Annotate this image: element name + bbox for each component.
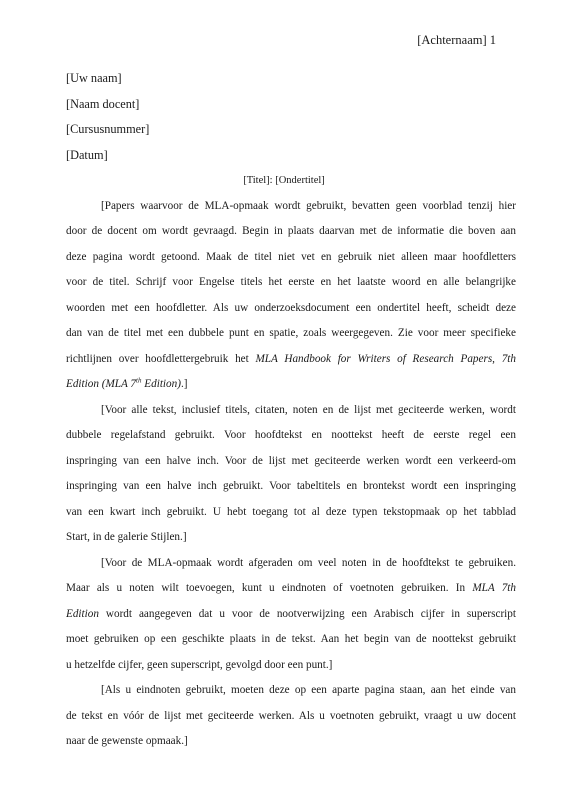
paragraph-line — [66, 602, 516, 628]
text-run: Edition) — [141, 378, 181, 390]
text-run: Maar als u noten wilt toevoegen, kunt u eindnoten of voetnoten gebruiken. In — [66, 582, 473, 594]
paragraph-line: door de docent om wordt gevraagd. Begin in plaats daarvan met de informatie die boven aan — [66, 225, 516, 237]
mla-heading-block — [66, 66, 516, 168]
paragraph-line: deze pagina wordt getoond. Maak de titel niet vet en gebruik niet alleen maar hoofdletters — [66, 250, 516, 263]
paragraph-line: voor de titel. Schrijf voor Engelse titels het eerste en het laatste woord en alle belangrijke — [66, 276, 516, 288]
italic-reference: MLA Handbook for Writers of Research Papers, 7th — [255, 352, 516, 365]
paragraph-line — [66, 372, 516, 398]
italic-reference: MLA 7th — [472, 582, 516, 594]
paragraph-line: inspringing van een halve inch. Voor de lijst met geciteerde werken wordt een verkeerd-om — [66, 454, 516, 467]
paragraph-line: naar de gewenste opmaak.] — [66, 735, 188, 747]
teacher-name: [Naam docent] — [66, 96, 140, 111]
text-run: Edition (MLA 7 — [66, 378, 137, 390]
superscript: th — [136, 376, 142, 385]
paragraph-line: [Voor de MLA-opmaak wordt afgeraden om veel noten in de hoofdtekst te gebruiken. — [101, 556, 516, 569]
paragraph-line — [66, 576, 516, 602]
paragraph-line: van een kwart inch gebruikt. U hebt toegang tot al deze typen tekstopmaak op het tabblad — [66, 505, 516, 518]
paragraph-line: dubbele regelafstand gebruikt. Voor hoofdtekst en noottekst heeft de eerste regel een — [66, 429, 516, 441]
paragraph-line: woorden met een hoofdletter. Als uw onderzoeksdocument een ondertitel heeft, scheidt deze — [66, 301, 516, 314]
paragraph-line: de tekst en vóór de lijst met geciteerde werken. Als u voetnoten gebruikt, vraagt u uw docent — [66, 709, 516, 722]
italic-reference: Edition — [66, 607, 99, 620]
paragraph-line: u hetzelfde cijfer, geen superscript, gevolgd door een punt.] — [66, 658, 333, 671]
paragraph-1 — [66, 194, 516, 398]
paragraph-line: Start, in de galerie Stijlen.] — [66, 531, 187, 543]
paragraph-line: moet gebruiken op een geschikte plaats in de tekst. Aan het begin van de noottekst gebruikt — [66, 633, 516, 645]
paragraph-line: inspringing van een halve inch gebruikt. Voor tabeltitels en brontekst wordt een inspringing — [66, 480, 516, 492]
paragraph-3 — [66, 551, 516, 679]
paragraph-line: [Voor alle tekst, inclusief titels, citaten, noten en de lijst met geciteerde werken, wordt — [101, 403, 516, 416]
paragraph-line: [Papers waarvoor de MLA-opmaak wordt gebruikt, bevatten geen voorblad tenzij hier — [101, 199, 516, 212]
paragraph-2 — [66, 398, 516, 551]
text-run: wordt aangegeven dat u voor de nootverwijzing een Arabisch cijfer in superscript — [98, 607, 516, 620]
date: [Datum] — [66, 147, 108, 162]
paragraph-line: [Als u eindnoten gebruikt, moeten deze op een aparte pagina staan, aan het einde van — [101, 684, 516, 696]
text-run: richtlijnen over hoofdlettergebruik het — [66, 352, 256, 365]
paper-title: [Titel]: [Ondertitel] — [243, 175, 325, 186]
author-name: [Uw naam] — [66, 71, 122, 85]
paragraph-line — [66, 347, 516, 373]
course-number: [Cursusnummer] — [66, 122, 150, 136]
document-body — [66, 66, 516, 755]
italic-reference — [66, 378, 181, 390]
paragraph-line: dan van de titel met een dubbele punt en spatie, zoals weergegeven. Zie voor meer specifieke — [66, 327, 516, 339]
text-run: .] — [180, 378, 188, 390]
running-head: [Achternaam] 1 — [417, 33, 496, 47]
paragraph-4 — [66, 678, 516, 755]
